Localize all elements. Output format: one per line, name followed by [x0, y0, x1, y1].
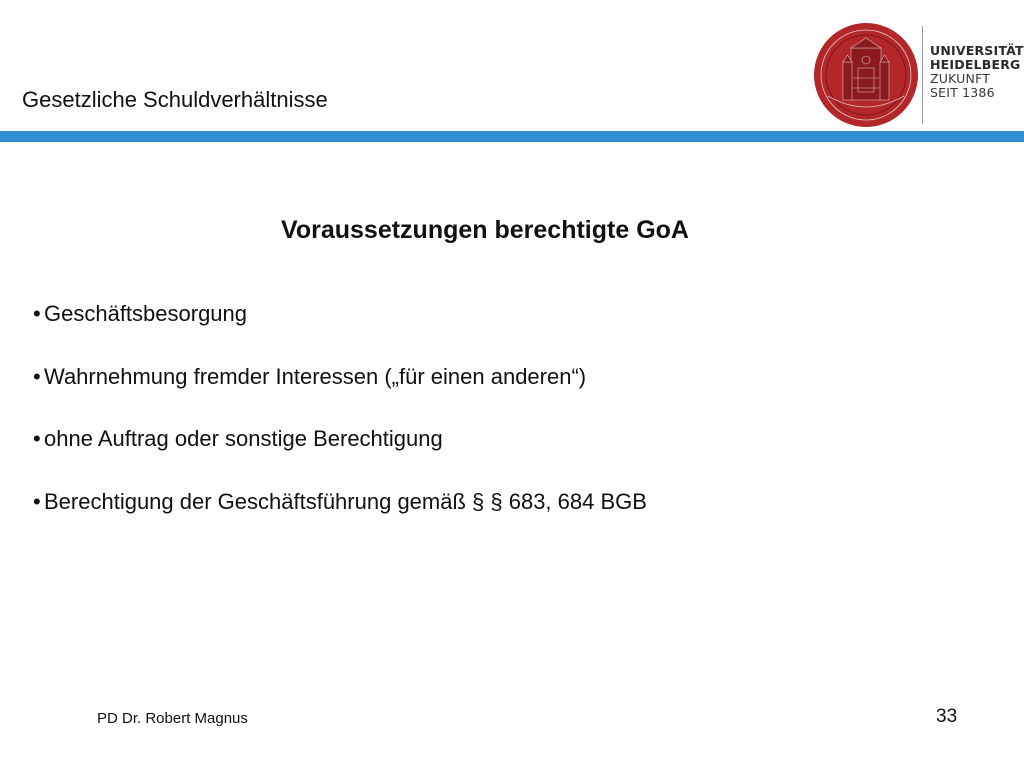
logo-divider [922, 26, 923, 124]
bullet-text: Berechtigung der Geschäftsführung gemäß § § 683, 684 BGB [44, 488, 647, 514]
bullet-marker: • [33, 301, 41, 326]
logo-line-universitaet: UNIVERSITÄT [930, 43, 1024, 58]
bullet-list [33, 298, 647, 548]
header-accent-bar [0, 131, 1024, 142]
logo-line-seit: SEIT 1386 [930, 85, 995, 100]
bullet-marker: • [33, 488, 41, 514]
page-number: 33 [936, 706, 958, 727]
bullet-item [33, 423, 647, 455]
bullet-item [33, 298, 647, 330]
bullet-marker: • [33, 363, 41, 389]
bullet-text: Geschäftsbesorgung [44, 301, 248, 326]
header-title: Gesetzliche Schuldverhältnisse [22, 87, 328, 112]
bullet-text: ohne Auftrag oder sonstige Berechtigung [44, 426, 443, 451]
bullet-item [33, 361, 647, 393]
university-wordmark [930, 44, 1024, 100]
bullet-marker: • [33, 426, 41, 451]
bullet-item [33, 486, 647, 518]
university-seal-logo [813, 22, 919, 128]
slide-title: Voraussetzungen berechtigte GoA [281, 216, 689, 244]
logo-line-zukunft: ZUKUNFT [930, 71, 991, 86]
footer-author: PD Dr. Robert Magnus [97, 710, 248, 727]
bullet-text: Wahrnehmung fremder Interessen („für einen anderen“) [44, 363, 587, 389]
logo-line-heidelberg: HEIDELBERG [930, 57, 1021, 72]
